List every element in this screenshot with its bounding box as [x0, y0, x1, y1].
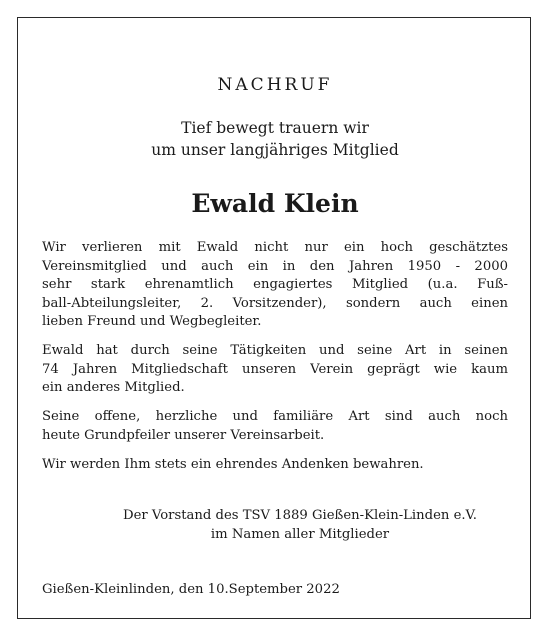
text-line: Wir verlieren mit Ewald nicht nur ein hoch geschätztes [42, 240, 508, 255]
text-line: Vereinsmitglied und auch ein in den Jahren 1950 - 2000 [42, 258, 508, 274]
text-line: heute Grundpfeiler unserer Vereinsarbeit. [42, 427, 325, 443]
text-line: ball-Abteilungsleiter, 2. Vorsitzender), sondern auch einen [42, 295, 508, 311]
signature-line: Der Vorstand des TSV 1889 Gießen-Klein-Linden e.V. [123, 508, 477, 523]
text-line: 74 Jahren Mitgliedschaft unseren Verein geprägt wie kaum [42, 361, 508, 377]
text-line: Ewald hat durch seine Tätigkeiten und seine Art in seinen [42, 343, 508, 358]
text-line: Seine offene, herzliche und familiäre Art sind auch noch [42, 409, 508, 424]
text-line: lieben Freund und Wegbegleiter. [42, 314, 262, 329]
paragraph-character [42, 408, 508, 445]
intro-line: um unser langjähriges Mitglied [151, 141, 399, 159]
intro-text [0, 117, 550, 161]
intro-line: Tief bewegt trauern wir [181, 119, 369, 137]
paragraph-membership [42, 342, 508, 398]
place-date: Gießen-Kleinlinden, den 10.September 2022 [42, 582, 340, 597]
text-line: ein anderes Mitglied. [42, 380, 185, 395]
paragraph-tribute [42, 239, 508, 332]
deceased-name: Ewald Klein [191, 189, 359, 218]
notice-heading: NACHRUF [217, 75, 333, 95]
paragraph-remembrance [42, 456, 508, 475]
text-line: sehr stark ehrenamtlich engagiertes Mitglied (u.a. Fuß- [42, 277, 508, 292]
signature-block [0, 507, 550, 544]
text-line: Wir werden Ihm stets ein ehrendes Andenken bewahren. [42, 457, 424, 472]
signature-line: im Namen aller Mitglieder [210, 526, 390, 542]
